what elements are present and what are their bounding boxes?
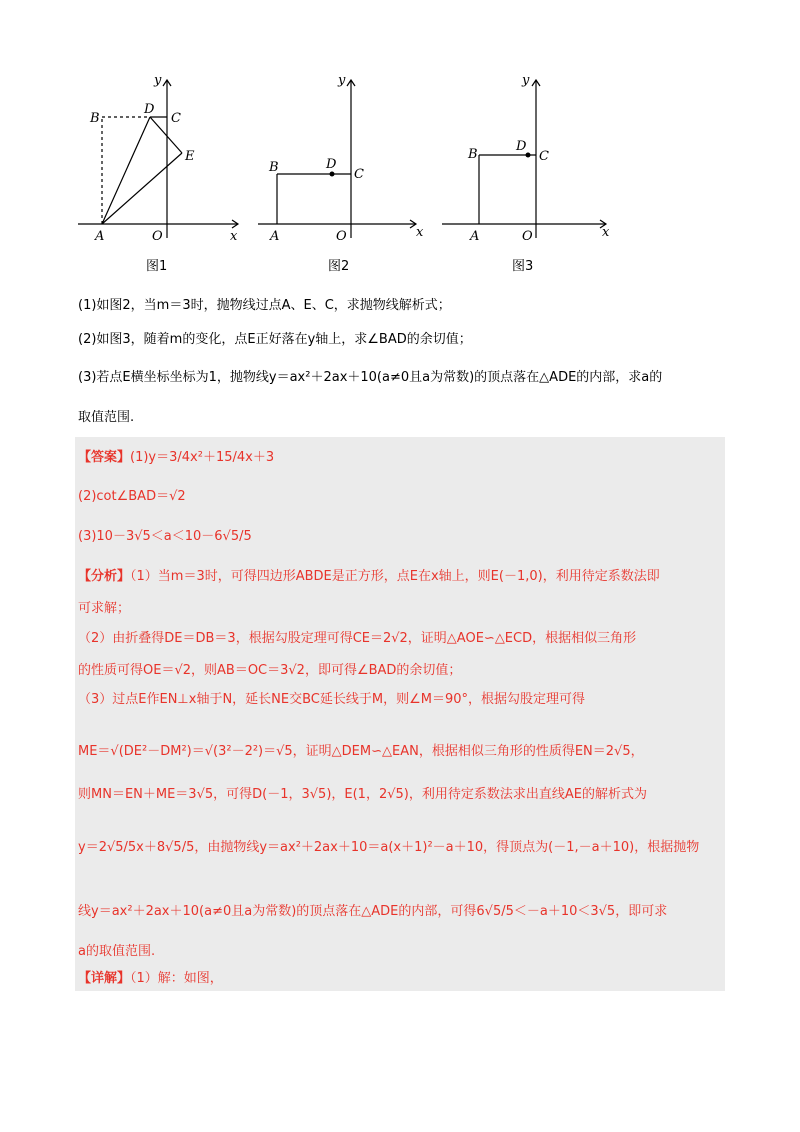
fig2-point-D: [330, 172, 335, 177]
question-1: (1)如图2，当m＝3时，抛物线过点A、E、C，求抛物线解析式；: [78, 298, 451, 313]
analysis-p3-line-3: 则MN＝EN＋ME＝3√5，可得D(－1，3√5)，E(1，2√5)，利用待定系数法求出直线AE的解析式为: [78, 787, 647, 802]
answer-label: 【答案】: [78, 450, 131, 465]
question-3-line-1: (3)若点E横坐标坐标为1，抛物线y＝ax²＋2ax＋10(a≠0且a为常数)的顶点落在△ADE的内部，求a的: [78, 370, 663, 385]
fig1-label-D: D: [144, 102, 155, 117]
analysis-p3-line-4: y＝2√5/5x＋8√5/5，由抛物线y＝ax²＋2ax＋10＝a(x＋1)²－a＋10，得顶点为(－1,－a＋10)，根据抛物: [78, 840, 700, 855]
question-2: (2)如图3，随着m的变化，点E正好落在y轴上，求∠BAD的余切值；: [78, 332, 472, 347]
fig1-label-E: E: [185, 149, 195, 164]
question-3-line-2: 取值范围.: [78, 410, 135, 425]
fig1-AE: [102, 153, 182, 224]
figures-svg: [70, 70, 630, 280]
fig1-label-x: x: [230, 229, 238, 244]
figures-area: [70, 70, 630, 280]
fig3-label-y: y: [522, 73, 530, 88]
fig1-caption: 图1: [146, 259, 168, 274]
fig2-caption: 图2: [328, 259, 350, 274]
analysis-p3-line-1: （3）过点E作EN⊥x轴于N，延长NE交BC延长线于M，则∠M＝90°，根据勾股定理可得: [78, 692, 586, 707]
fig3-label-x: x: [602, 225, 610, 240]
fig1-label-A: A: [95, 229, 105, 244]
analysis-p3-line-2: ME＝√(DE²－DM²)＝√(3²－2²)＝√5，证明△DEM∽△EAN，根据相似三角形的性质得EN＝2√5，: [78, 744, 644, 759]
detail-label: 【详解】: [78, 971, 131, 986]
detail-line: [78, 969, 223, 989]
answer-3: (3)10－3√5＜a＜10－6√5/5: [78, 529, 252, 544]
fig3-label-O: O: [522, 229, 533, 244]
figure-1: [78, 80, 238, 238]
fig2-label-C: C: [354, 167, 364, 182]
analysis-p2-line-1: （2）由折叠得DE＝DB＝3，根据勾股定理可得CE＝2√2，证明△AOE∽△ECD，根据相似三角形: [78, 631, 637, 646]
analysis-line-1: [78, 567, 660, 587]
figure-3: [442, 80, 606, 238]
fig3-label-D: D: [516, 139, 527, 154]
answer-line-1: [78, 448, 274, 468]
fig1-label-C: C: [171, 111, 181, 126]
fig3-label-A: A: [470, 229, 480, 244]
fig3-label-B: B: [468, 147, 478, 162]
analysis-p3-line-5: 线y＝ax²＋2ax＋10(a≠0且a为常数)的顶点落在△ADE的内部，可得6√5/5＜－a＋10＜3√5，即可求: [78, 904, 668, 919]
fig2-label-x: x: [416, 225, 424, 240]
fig3-caption: 图3: [512, 259, 534, 274]
fig2-label-D: D: [326, 157, 337, 172]
detail-text: （1）解：如图，: [130, 971, 223, 986]
fig1-label-B: B: [90, 111, 100, 126]
analysis-p1-line-2: 可求解；: [78, 601, 131, 616]
fig1-label-O: O: [152, 229, 163, 244]
fig2-label-B: B: [269, 160, 279, 175]
fig1-label-y: y: [154, 73, 162, 88]
analysis-p2-line-2: 的性质可得OE＝√2，则AB＝OC＝3√2，即可得∠BAD的余切值；: [78, 663, 462, 678]
answer-1: (1)y＝3/4x²＋15/4x＋3: [130, 450, 275, 465]
figure-2: [258, 80, 416, 238]
fig2-label-A: A: [270, 229, 280, 244]
analysis-p3-line-6: a的取值范围.: [78, 944, 156, 959]
fig2-label-y: y: [338, 73, 346, 88]
fig3-label-C: C: [539, 149, 549, 164]
analysis-label: 【分析】: [78, 569, 131, 584]
fig2-label-O: O: [336, 229, 347, 244]
analysis-p1-line-1: （1）当m＝3时，可得四边形ABDE是正方形，点E在x轴上，则E(－1,0)，利用待定系数法即: [130, 569, 660, 584]
fig1-AD: [102, 117, 150, 224]
answer-2: (2)cot∠BAD＝√2: [78, 489, 186, 504]
